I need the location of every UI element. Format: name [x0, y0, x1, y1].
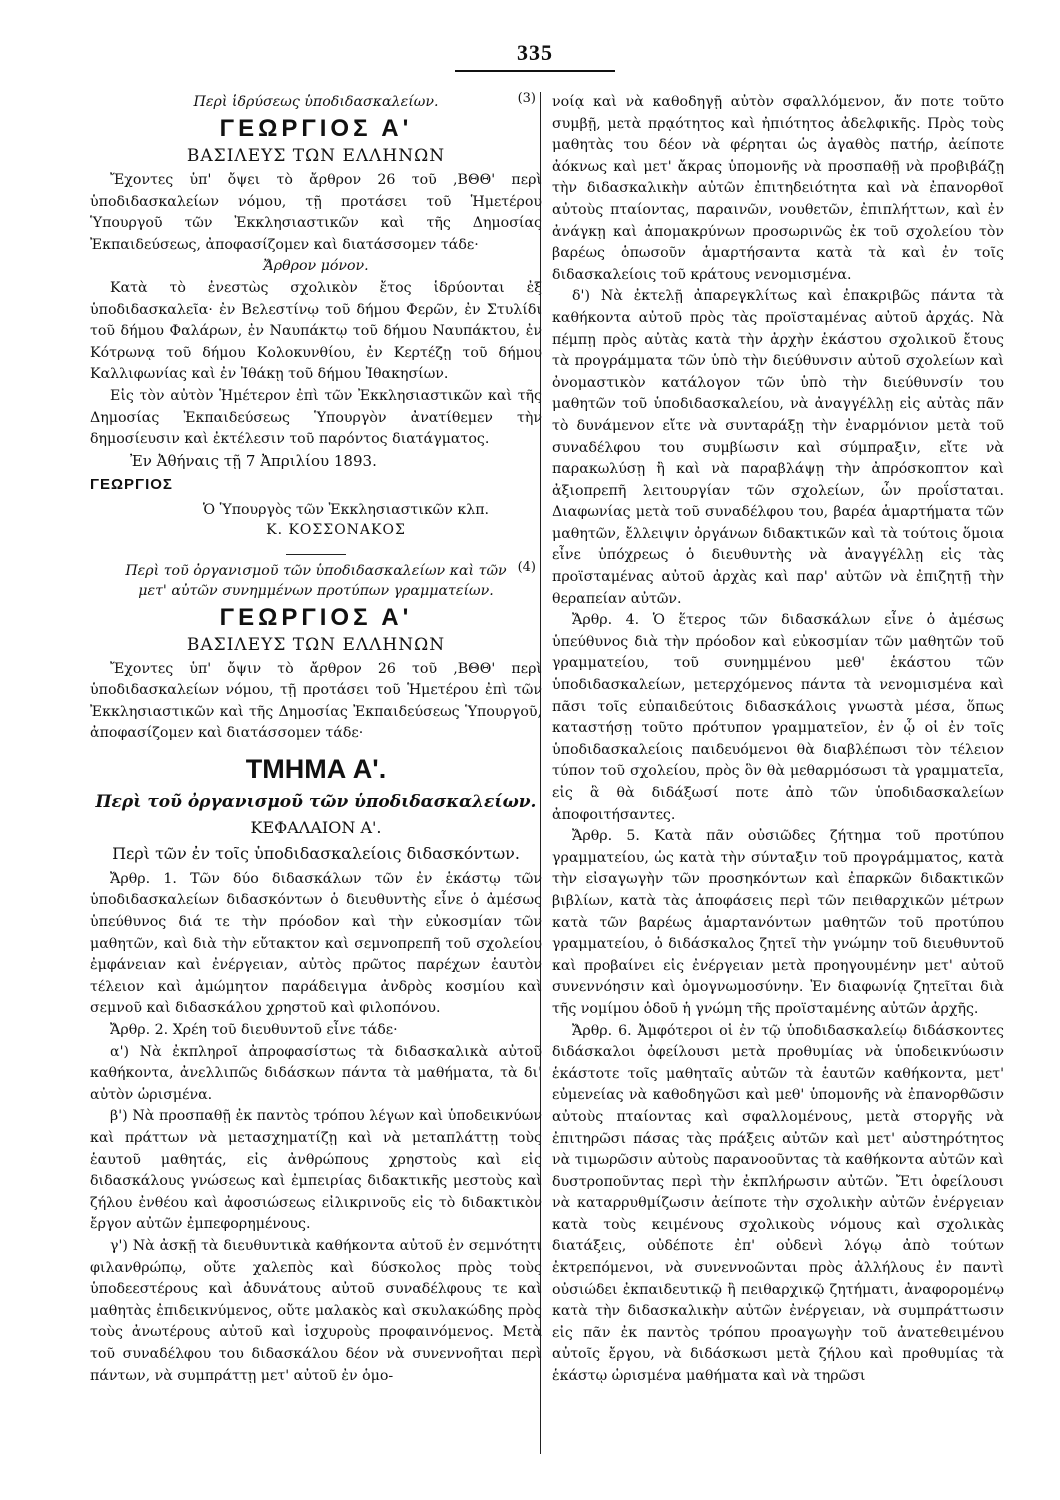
- page-number: 335: [517, 40, 553, 65]
- article-2-c-continued: νοίᾳ καὶ νὰ καθοδηγῇ αὐτὸν σφαλλόμενον, ἄν ποτε τοῦτο συμβῇ, μετὰ πρᾳότητος καὶ ἠπιότητος ἀδελφικῆς. Πρὸς τοὺς μαθητὰς του δέον νὰ φέρηται ὡς ἀγαθὸς πατήρ, ἀείποτε ἀόκνως καὶ μετ' ἄκρας ὑπομονῆς νὰ προσπαθῇ νὰ προβιβάζῃ τὴν διδασκαλικὴν αὐτῶν ἐπιτηδειότητα καὶ νὰ ἐπανορθοῖ αὐτοὺς πταίοντας, παραινῶν, νουθετῶν, ἐπιπλήττων, καὶ ἐν ἀνάγκῃ καὶ ἀπομακρύνων προσωρινῶς ἐκ τοῦ σχολείου τὸν βαρέως ὁπωσοῦν ἁμαρτήσαντα κατὰ τὰ καὶ ἐν τοῖς διδασκαλείοις τοῦ κράτους νενομισμένα.: [552, 94, 1004, 283]
- right-column: [552, 92, 1004, 1388]
- article-2-d: δ') Νὰ ἐκτελῇ ἀπαρεγκλίτως καὶ ἐπακριβῶς πάντα τὰ καθήκοντα αὐτοῦ πρὸς τὰς προϊσταμένας αὐτοῦ ἀρχάς. Νὰ πέμπῃ πρὸς αὐτὰς κατὰ τὴν ἀρχὴν ἑκάστου σχολικοῦ ἔτους τὰ προγράμματα τῶν ὑπὸ τὴν διεύθυνσιν αὐτοῦ σχολείων καὶ ὀνομαστικὸν κατάλογον τῶν ὑπὸ τὴν διεύθυνσίν του μαθητῶν τοῦ ὑποδιδασκαλείου, νὰ ἀναγγέλλῃ εἰς αὐτὰς πᾶν τὸ δυνάμενον εἴτε νὰ συνταράξῃ τὴν ἐναρμόνιον μετὰ τοῦ συναδέλφου του συμβίωσιν καὶ σύμπραξιν, εἴτε νὰ παρακωλύσῃ ἢ καὶ νὰ παραβλάψῃ τὴν ἀπρόσκοπτον καὶ ἀξιοπρεπῆ λειτουργίαν τῶν σχολείων, ὧν προΐσταται. Διαφωνίας μετὰ τοῦ συναδέλφου του, βαρέα ἁμαρτήματα τῶν μαθητῶν, ἔλλειψιν ὀργάνων διδακτικῶν καὶ τὰ τούτοις ὅμοια εἶνε ὑπόχρεως ὁ διευθυντὴς νὰ ἀναγγέλλῃ εἰς τὰς προϊσταμένας αὐτοῦ ἀρχὰς καὶ παρ' αὐτῶν νὰ ἐπιζητῇ τὴν θεραπείαν αὐτῶν.: [552, 288, 1004, 607]
- decree-4-header: [90, 561, 542, 601]
- article-2-a: α') Νὰ ἐκπληροῖ ἀπροφασίστως τὰ διδασκαλικὰ αὐτοῦ καθήκοντα, ἀνελλιπῶς διδάσκων πάντα τὰ μαθήματα, τὰ δι' αὐτὸν ὡρισμένα.: [90, 1043, 542, 1103]
- decree-3-article-label: Ἄρθρον μόνον.: [263, 258, 369, 275]
- article-4: Ἄρθρ. 4. Ὁ ἕτερος τῶν διδασκάλων εἶνε ὁ ἀμέσως ὑπεύθυνος διὰ τὴν πρόοδον καὶ εὐκοσμίαν τῶν μαθητῶν τοῦ γραμματείου, τοῦ συνημμένου μεθ' ἑκάστου τῶν ὑποδιδασκαλείων, μετερχόμενος πάντα τὰ νενομισμένα καὶ πᾶσι τοῖς εὐπαιδεύτοις διδασκάλοις γνωστὰ μέσα, ὅπως καταστήσῃ τοῦτο πρότυπον γραμματεῖον, ἐν ᾧ οἱ ἐν τοῖς ὑποδιδασκαλείοις παιδευόμενοι θὰ διαβλέπωσι τὸν τέλειον τύπον τοῦ σχολείου, πρὸς ὃν θὰ μεθαρμόσωσι τὰ γραμματεῖα, εἰς ἃ θὰ διδάξωσί ποτε ἀπὸ τῶν ὑποδιδασκαλείων ἀποφοιτήσαντες.: [552, 612, 1004, 823]
- decree-3-subject: Περὶ ἱδρύσεως ὑποδιδασκαλείων.: [193, 94, 439, 110]
- decree-3-signature: ΓΕΩΡΓΙΟΣ: [90, 476, 173, 494]
- article-1: Ἄρθρ. 1. Τῶν δύο διδασκάλων τῶν ἐν ἑκάστῳ τῶν ὑποδιδασκαλείων διδασκόντων ὁ διευθυντὴς εἶνε ὁ ἀμέσως ὑπεύθυνος διά τε τὴν πρόοδον καὶ τὴν εὐκοσμίαν τῶν μαθητῶν, καὶ διὰ τὴν εὔτακτον καὶ σεμνοπρεπῆ τοῦ σχολείου ἐμφάνειαν καὶ ἐνέργειαν, αὐτὸς πρῶτος παρέχων ἑαυτὸν τέλειον καὶ ἀμώμητον παράδειγμα ἀνδρὸς κοσμίου καὶ σεμνοῦ καὶ διδασκάλου χρηστοῦ καὶ φιλοπόνου.: [90, 870, 542, 1017]
- decree-3-body-2: Εἰς τὸν αὐτὸν Ἡμέτερον ἐπὶ τῶν Ἐκκλησιαστικῶν καὶ τῆς Δημοσίας Ἐκπαιδεύσεως Ὑπουργὸν ἀνατίθεμεν τὴν δημοσίευσιν καὶ ἐκτέλεσιν τοῦ παρόντος διατάγματος.: [90, 387, 542, 448]
- decree-separator: [286, 554, 346, 555]
- decree-4-king-title: ΒΑΣΙΛΕΥΣ ΤΩΝ ΕΛΛΗΝΩΝ: [186, 634, 446, 655]
- header-rule: [455, 70, 615, 72]
- article-6: Ἄρθρ. 6. Ἀμφότεροι οἱ ἐν τῷ ὑποδιδασκαλείῳ διδάσκοντες διδάσκαλοι ὀφείλουσι μετὰ προθυμίας νὰ ὑποδεικνύωσιν ἑκάστοτε τοῖς μαθηταῖς αὐτῶν τὰ ἑαυτῶν καθήκοντα, μετ' εὐμενείας νὰ καθοδηγῶσι καὶ μεθ' ὑπομονῆς νὰ ἐπανορθῶσιν αὐτοὺς πταίοντας καὶ σφαλλομένους, μετὰ στοργῆς νὰ ἐπιτηρῶσι πάσας τὰς πράξεις αὐτῶν καὶ μετ' αὐστηρότητος νὰ τιμωρῶσιν αὐτοὺς παρανοοῦντας τὰ καθήκοντα αὐτῶν καὶ δυστροποῦντας περὶ τὴν ἐκπλήρωσιν αὐτῶν. Ἔτι ὀφείλουσι νὰ καταρρυθμίζωσιν ἀείποτε τὴν σχολικὴν αὐτῶν ἐνέργειαν κατὰ τοὺς κειμένους σχολικοὺς νόμους καὶ σχολικὰς διατάξεις, οὐδέποτε ἐπ' οὐδενὶ λόγῳ ἀπὸ τούτων ἐκτρεπόμενοι, νὰ συνεννοῶνται πρὸς ἀλλήλους ἐν παντὶ οὐσιώδει ἐκπαιδευτικῷ ἢ πειθαρχικῷ ζητήματι, ἀναφορομένῳ κατὰ τὴν διδασκαλικὴν αὐτῶν ἐνέργειαν, νὰ συμπράττωσιν εἰς πᾶν ἐκ παντὸς τρόπου προαγωγὴν τοῦ ἀνατεθειμένου αὐτοῖς ἔργου, νὰ διδάσκωσι μετὰ ζήλου καὶ προθυμίας τὰ ἑκάστῳ ὡρισμένα μαθήματα καὶ νὰ τηρῶσι: [552, 1022, 1004, 1385]
- section-subtitle: Περὶ τοῦ ὀργανισμοῦ τῶν ὑποδιδασκαλείων.: [95, 791, 537, 812]
- decree-4-number: (4): [517, 559, 536, 575]
- decree-3-preamble: Ἔχοντες ὑπ' ὄψει τὸ ἄρθρον 26 τοῦ ,ΒΘΘ' περὶ ὑποδιδασκαλείων νόμου, τῇ προτάσει τοῦ Ἡμετέρου Ὑπουργοῦ τῶν Ἐκκλησιαστικῶν καὶ τῆς Δημοσίας Ἐκπαιδεύσεως, ἀποφασίζομεν καὶ διατάσσομεν τάδε·: [90, 172, 542, 253]
- decree-4-preamble: Ἔχοντες ὑπ' ὄψιν τὸ ἄρθρον 26 τοῦ ,ΒΘΘ' περὶ ὑποδιδασκαλείων νόμου, τῇ προτάσει τοῦ Ἡμετέρου ἐπὶ τῶν Ἐκκλησιαστικῶν καὶ τῆς Δημοσίας Ἐκπαιδεύσεως Ὑπουργοῦ, ἀποφασίζομεν καὶ διατάσσομεν τάδε·: [90, 660, 542, 742]
- chapter-subtitle: Περὶ τῶν ἐν τοῖς ὑποδιδασκαλείοις διδασκόντων.: [112, 843, 520, 863]
- decree-3-minister-name: Κ. ΚΟΣΣΟΝΑΚΟΣ: [266, 521, 406, 538]
- left-column: [90, 92, 542, 1387]
- decree-3-body-1: Κατὰ τὸ ἐνεστὼς σχολικὸν ἔτος ἱδρύονται ἐξ ὑποδιδασκαλεῖα· ἐν Βελεστίνῳ τοῦ δήμου Φερῶν, ἐν Στυλίδι τοῦ δήμου Φαλάρων, ἐν Ναυπάκτῳ τοῦ δήμου Ναυπάκτου, ἐν Κότρωνᾳ τοῦ δήμου Κολοκυνθίου, ἐν Κερτέζῃ τοῦ δήμου Καλλιφωνίας καὶ ἐν Ἰθάκῃ τοῦ δήμου Ἰθακησίων.: [90, 279, 542, 383]
- decree-3-date: Ἐν Ἀθήναις τῇ 7 Ἀπριλίου 1893.: [130, 451, 377, 470]
- decree-3-king-title: ΒΑΣΙΛΕΥΣ ΤΩΝ ΕΛΛΗΝΩΝ: [186, 146, 446, 166]
- decree-3-header: [90, 92, 542, 112]
- decree-3-king-name: ΓΕΩΡΓΙΟΣ Α': [219, 115, 413, 142]
- article-2-c: γ') Νὰ ἀσκῇ τὰ διευθυντικὰ καθήκοντα αὐτοῦ ἐν σεμνότητι φιλανθρώπῳ, οὔτε χαλεπὸς καὶ δύσκολος πρὸς τοὺς ὑποδεεστέρους καὶ ἀδυνάτους αὐτοῦ συναδέλφους τε καὶ μαθητὰς ἐπιδεικνύμενος, οὔτε μαλακὸς καὶ σκυλακώδης πρὸς τοὺς ἀνωτέρους αὐτοῦ καὶ ἰσχυροὺς προφαινόμενος. Μετὰ τοῦ συναδέλφου του διδασκάλου δέον νὰ συνεννοῆται περὶ πάντων, νὰ συμπράττῃ μετ' αὐτοῦ ἐν ὁμο-: [90, 1237, 542, 1384]
- article-2: Ἄρθρ. 2. Χρέη τοῦ διευθυντοῦ εἶνε τάδε·: [110, 1022, 398, 1039]
- decree-4-subject: Περὶ τοῦ ὀργανισμοῦ τῶν ὑποδιδασκαλείων καὶ τῶν μετ' αὐτῶν συνημμένων προτύπων γραμματείων.: [125, 562, 507, 599]
- article-5: Ἄρθρ. 5. Κατὰ πᾶν οὐσιῶδες ζήτημα τοῦ προτύπου γραμματείου, ὡς κατὰ τὴν σύνταξιν τοῦ προγράμματος, κατὰ τὴν εἰσαγωγὴν τῶν προσηκόντων καὶ ἐπαρκῶν διδακτικῶν βιβλίων, κατὰ τὰς ἀποφάσεις περὶ τῶν πειθαρχικῶν μέτρων κατὰ τῶν βαρέως ἁμαρτανόντων μαθητῶν τοῦ προτύπου γραμματείου, ὁ διδάσκαλος ζητεῖ τὴν γνώμην τοῦ διευθυντοῦ καὶ προβαίνει εἰς ἐνέργειαν μετὰ προηγουμένην μετ' αὐτοῦ συνεννόησιν καὶ ὁμογνωμοσύνην. Ἐν διαφωνίᾳ ζητεῖται διὰ τῆς νομίμου ὁδοῦ ἡ γνώμη τῆς προϊσταμένης αὐτῶν ἀρχῆς.: [552, 828, 1004, 1017]
- chapter-title: ΚΕΦΑΛΑΙΟΝ Α'.: [250, 817, 382, 837]
- decree-4-king-name: ΓΕΩΡΓΙΟΣ Α': [219, 603, 413, 631]
- section-title: ΤΜΗΜΑ Α'.: [245, 753, 387, 784]
- decree-3-number: (3): [517, 91, 536, 106]
- article-2-b: β') Νὰ προσπαθῇ ἐκ παντὸς τρόπου λέγων καὶ ὑποδεικνύων καὶ πράττων νὰ μετασχηματίζῃ καὶ νὰ μεταπλάττῃ τοὺς ἑαυτοῦ μαθητάς, εἰς ἀνθρώπους χρηστοὺς καὶ εἰς διδασκάλους γνώσεως καὶ ἐμπειρίας διδακτικῆς μεστοὺς καὶ ζήλου ἐνθέου καὶ ἀφοσιώσεως εἰλικρινοῦς εἰς τὸ διδακτικὸν ἔργον αὐτῶν ἐμπεφορημένους.: [90, 1108, 542, 1233]
- decree-3-minister-title: Ὁ Ὑπουργὸς τῶν Ἐκκλησιαστικῶν κλπ.: [202, 501, 490, 518]
- column-divider: [540, 92, 541, 1454]
